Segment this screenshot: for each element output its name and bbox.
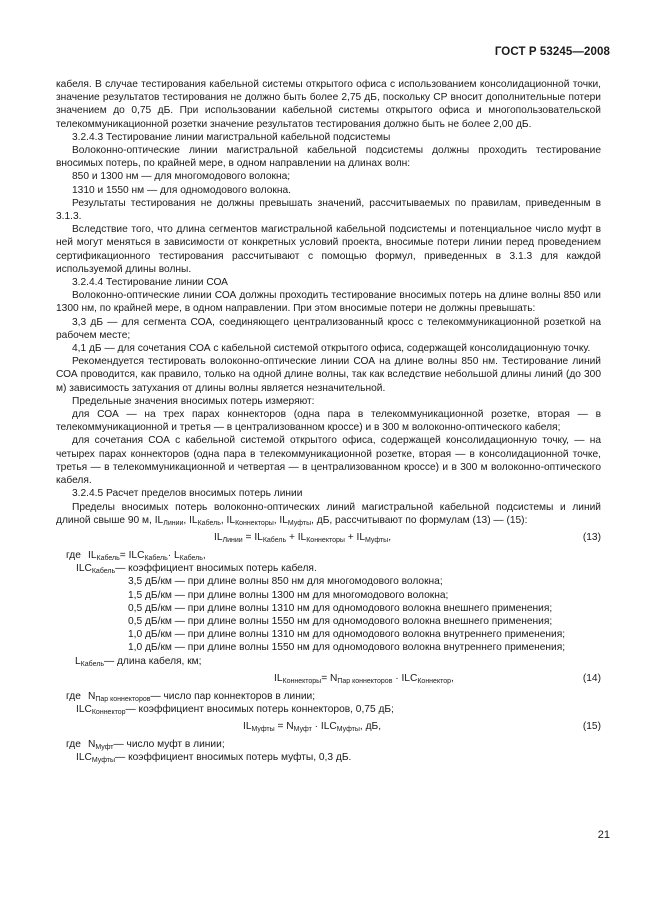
wavelength-item: 850 и 1300 нм — для многомодового волокна; [72,171,291,183]
definition-line: $ILC_{Муфты}—$ коэффициент вносимых потерь муфты, 0,3 дБ. [76,752,352,765]
where-label: где [66,739,81,751]
definition-line: где $IL_{Кабель}= ILC_{Кабель}\cdot L_{Кабель}$, [66,549,206,562]
paragraph: Пределы вносимых потерь волоконно-оптических линий магистральной кабельной подсистемы и линий длиной свыше 90 м, $IL_{Линии}$, $IL_{Кабель}$, $IL_{Коннекторы}$, $IL_{Муфты}$, дБ, рассчитывают по формулам (13) — (15): [56,501,601,527]
coefficient-item: 1,0 дБ/км — при длине волны 1310 нм для одномодового волокна внутреннего применения; [128,629,566,641]
document-header: ГОСТ Р 53245—2008 [494,46,610,58]
section-heading: 3.2.4.3 Тестирование линии магистральной кабельной подсистемы [72,131,391,143]
section-heading: 3.2.4.4 Тестирование линии СОА [72,277,228,289]
where-label: где [66,690,81,702]
paragraph: для сочетания СОА с кабельной системой открытого офиса, содержащей консолидационную точку, — на четырех парах коннекторов (одна пара в телекоммуникационной розетке, вторая — в консолидационной точке, третья — в телекоммуникационной и четвертая — в централизованном кроссе) и в 300 м волоконно-оптического кабеля. [56,435,601,487]
paragraph: Результаты тестирования не должны превышать значений, рассчитываемых по правилам, приведенным в 3.1.3. [56,197,601,223]
paragraph: Волоконно-оптические линии СОА должны проходить тестирование вносимых потерь на длине волны 850 или 1300 нм, по крайней мере, в одном направлении. При этом вносимые потери не должны превышать: [56,290,601,315]
paragraph: Вследствие того, что длина сегментов магистральной кабельной подсистемы и потенциальное число муфт в ней могут меняться в зависимости от конкретных условий проекта, вносимые потери линии перед проведением сертификационного тестирования рассчитывают с помощью формул, приведенных в 3.1.3 для каждой используемой длины волны. [56,224,601,275]
equation-15 [56,716,601,738]
paragraph: Волоконно-оптические линии магистральной кабельной подсистемы должны проходить тестирование вносимых потерь, по крайней мере, в одном направлении на длинах волн: [56,145,601,170]
page-body [56,78,601,765]
coefficient-item: 1,0 дБ/км — при длине волны 1550 нм для одномодового волокна внутреннего применения; [128,642,566,654]
equation-13 [56,527,601,549]
paragraph: 4,1 дБ — для сочетания СОА с кабельной системой открытого офиса, содержащей консолидационную точку. [72,343,591,355]
equation-expression: $IL_{Коннекторы}= N_{Пар коннекторов} \cdot ILC_{Коннектор}$, [274,672,454,685]
coefficient-item: 1,5 дБ/км — при длине волны 1300 нм для многомодового волокна; [128,589,449,601]
paragraph: кабеля. В случае тестирования кабельной системы открытого офиса с использованием консолидационной точки, значение результатов тестирования не должно быть более 2,75 дБ, поскольку СР вносит дополнительные потери значением до 0,75 дБ. При использовании кабельной системы открытого офиса и многопользовательской телекоммуникационной розетки значение результатов тестирования должно быть не более 2,00 дБ. [56,79,601,130]
equation-14 [56,668,601,690]
paragraph: Рекомендуется тестировать волоконно-оптические линии СОА на длине волны 850 нм. Тестирование линий СОА проводится, как правило, только на одной длине волны, так как вследствие небольшой длины линий (до 300 м) зависимость затухания от длины волны является незначительной. [56,356,601,394]
definition-line: где $N_{Пар коннекторов}—$ число пар коннекторов в линии; [66,690,316,703]
coefficient-item: 0,5 дБ/км — при длине волны 1310 нм для одномодового волокна внешнего применения; [128,602,553,614]
definition-line: $ILC_{Кабель}—$ коэффициент вносимых потерь кабеля. [76,563,317,576]
equation-number: (14) [582,672,601,684]
coefficient-item: 3,5 дБ/км — при длине волны 850 нм для многомодового волокна; [128,576,443,588]
wavelength-item: 1310 и 1550 нм — для одномодового волокна. [72,184,291,196]
page-number: 21 [597,829,610,841]
equation-expression: $IL_{Муфты} = N_{Муфт} \cdot ILC_{Муфты}$, дБ, [243,721,382,734]
paragraph: Предельные значения вносимых потерь измеряют: [72,395,315,407]
coefficient-item: 0,5 дБ/км — при длине волны 1550 нм для одномодового волокна внешнего применения; [128,615,553,627]
definition-line: $ILC_{Коннектор}—$ коэффициент вносимых потерь коннекторов, 0,75 дБ; [76,703,394,716]
paragraph: 3,3 дБ — для сегмента СОА, соединяющего централизованный кросс с телекоммуникационной розеткой на рабочем месте; [56,316,601,341]
where-label: где [66,549,81,561]
equation-number: (13) [582,531,601,543]
equation-expression: $IL_{Линии} = IL_{Кабель} + IL_{Коннекторы} + IL_{Муфты}$, [214,531,392,544]
section-heading: 3.2.4.5 Расчет пределов вносимых потерь линии [72,488,303,500]
definition-line: где $N_{Муфт}—$ число муфт в линии; [66,739,225,752]
definition-line: $L_{Кабель}—$ длина кабеля, км; [75,655,202,668]
paragraph: для СОА — на трех парах коннекторов (одна пара в телекоммуникационной розетке, вторая — в телекоммуникационной и третья — в централизованном кроссе) и в 300 м волоконно-оптического кабеля; [56,409,601,434]
equation-number: (15) [582,721,601,733]
